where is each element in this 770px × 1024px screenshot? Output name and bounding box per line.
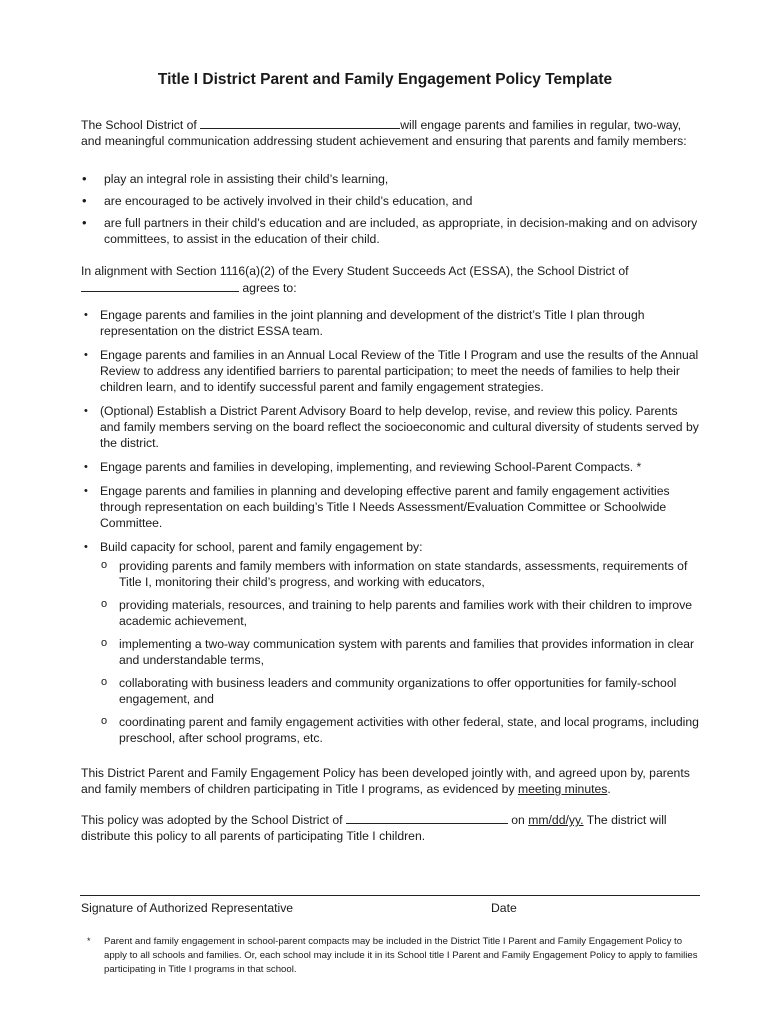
sub-list-item: o providing materials, resources, and training to help parents and families work with their children to improve academic achievement, <box>119 597 700 629</box>
intro-paragraph <box>81 116 691 149</box>
alignment-district-blank[interactable] <box>81 279 239 292</box>
meeting-minutes-link[interactable]: meeting minutes <box>517 782 608 796</box>
sub-list-item: o implementing a two-way communication system with parents and families that provides information in clear and understandable terms, <box>119 636 700 668</box>
adopted-district-blank[interactable] <box>346 811 508 824</box>
adopted-paragraph <box>81 811 691 844</box>
developed-end: . <box>607 782 611 796</box>
intro-text-start: The School District of <box>81 118 201 132</box>
adopted-on: on <box>507 813 529 827</box>
footnote-marker: * <box>87 936 91 946</box>
list-item: • Engage parents and families in planning and developing effective parent and family engagement activities through representation on each building’s Title I Needs Assessment/Evaluation Committee or Schoolwide Committee. <box>100 483 700 531</box>
date-label: Date <box>491 901 517 915</box>
developed-text: This District Parent and Family Engagement Policy has been developed jointly with, and agreed upon by, parents and family members of children participating in Title I programs, as evidenced by <box>81 766 690 796</box>
adopted-text-end: The district will distribute this policy to all parents of participating Title I children. <box>81 813 667 843</box>
document-title: Title I District Parent and Family Engagement Policy Template <box>157 71 613 88</box>
sub-list-item: o providing parents and family members with information on state standards, assessments, requirements of Title I, monitoring their child’s progress, and working with educators, <box>119 558 700 590</box>
school-district-blank[interactable] <box>200 116 400 129</box>
signature-line[interactable] <box>80 895 700 896</box>
sub-list-item: o coordinating parent and family engagement activities with other federal, state, and local programs, including preschool, after school programs, etc. <box>119 714 700 746</box>
developed-paragraph <box>81 765 691 797</box>
intro-bullet-list <box>104 171 704 253</box>
list-item-capacity <box>100 539 700 746</box>
list-item: • are encouraged to be actively involved in their child’s education, and <box>104 193 704 209</box>
sub-list-item: o collaborating with business leaders and community organizations to offer opportunities for family-school engagement, and <box>119 675 700 707</box>
adopted-date-field[interactable]: mm/dd/yy. <box>528 813 584 827</box>
list-item: • Engage parents and families in the joint planning and development of the district’s Title I plan through representation on the district ESSA team. <box>100 307 700 339</box>
adopted-text: This policy was adopted by the School District of <box>81 813 346 827</box>
intro-text-end: will engage parents and families in regular, two-way, and meaningful communication addressing student achievement and ensuring that parents and family members: <box>81 118 687 148</box>
alignment-paragraph <box>81 263 691 296</box>
list-item: • play an integral role in assisting their child’s learning, <box>104 171 704 187</box>
list-item: • are full partners in their child’s education and are included, as appropriate, in decision-making and on advisory committees, to assist in the education of their child. <box>104 215 704 247</box>
agreement-bullet-list <box>100 307 700 754</box>
capacity-heading: Build capacity for school, parent and family engagement by: <box>100 540 423 554</box>
alignment-agrees: agrees to: <box>239 281 297 295</box>
alignment-text: In alignment with Section 1116(a)(2) of the Every Student Succeeds Act (ESSA), the School District of <box>81 264 629 278</box>
list-item: • (Optional) Establish a District Parent Advisory Board to help develop, revise, and review this policy. Parents and family members serving on the board reflect the socioeconomic and cultural diversity of students served by the district. <box>100 403 700 451</box>
signature-label: Signature of Authorized Representative <box>81 901 294 915</box>
list-item: • Engage parents and families in an Annual Local Review of the Title I Program and use the results of the Annual Review to address any identified barriers to parental participation; to meet the needs of families to help their children learn, and to identify successful parent and family engagement strategies. <box>100 347 700 395</box>
capacity-sub-list <box>100 558 700 746</box>
list-item: • Engage parents and families in developing, implementing, and reviewing School-Parent Compacts. * <box>100 459 700 475</box>
footnote-text: Parent and family engagement in school-parent compacts may be included in the District Title I Parent and Family Engagement Policy to apply to all schools and families. Or, each school may include it in its School title I Parent and Family Engagement Policy to apply to families participating in Title I programs in that school. <box>104 936 698 975</box>
